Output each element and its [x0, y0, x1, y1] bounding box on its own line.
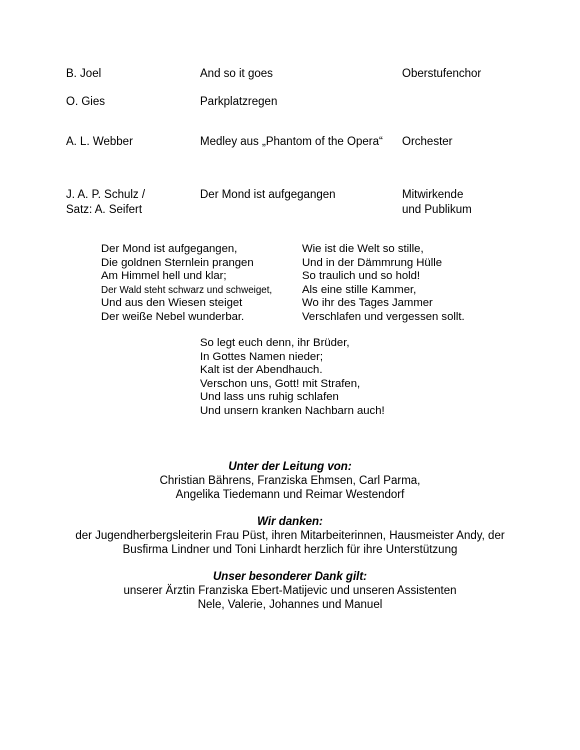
- piece-title: Medley aus „Phantom of the Opera“: [200, 136, 383, 148]
- poem-stanza-3: So legt euch denn, ihr Brüder, In Gottes Namen nieder; Kalt ist der Abendhauch. Verschon uns, Gott! mit Strafen, Und lass uns ruhig schlafen Und unsern kranken Nachbarn auch!: [200, 337, 385, 417]
- piece-title: Parkplatzregen: [200, 96, 278, 108]
- composer: B. Joel: [66, 68, 102, 80]
- credits-heading: Wir danken:: [257, 516, 323, 528]
- piece-title: And so it goes: [200, 68, 273, 80]
- composer: O. Gies: [66, 96, 105, 108]
- composer: A. L. Webber: [66, 136, 133, 148]
- performers: Oberstufenchor: [402, 68, 482, 80]
- performers: Mitwirkende und Publikum: [402, 189, 472, 216]
- credits-heading: Unser besonderer Dank gilt:: [212, 571, 367, 583]
- credits-dank: Unser besonderer Dank gilt: unserer Ärztin Franziska Ebert-Matijevic und unseren Assistenten Nele, Valerie, Johannes und Manuel: [0, 570, 580, 612]
- credits-heading: Unter der Leitung von:: [228, 461, 352, 473]
- composer: J. A. P. Schulz / Satz: A. Seifert: [66, 189, 146, 216]
- credits-danken: Wir danken: der Jugendherbergsleiterin Frau Püst, ihren Mitarbeiterinnen, Hausmeister Andy, der Busfirma Lindner und Toni Linhardt herzlich für ihre Unterstützung: [0, 515, 580, 557]
- piece-title: Der Mond ist aufgegangen: [200, 189, 336, 201]
- performers: Orchester: [402, 136, 453, 148]
- poem-stanza-1: Der Mond ist aufgegangen, Die goldnen Sternlein prangen Am Himmel hell und klar; Der Wald steht schwarz und schweiget, Und aus den Wiesen steiget Der weiße Nebel wunderbar.: [101, 243, 273, 323]
- credits-leitung: Unter der Leitung von: Christian Bährens, Franziska Ehmsen, Carl Parma, Angelika Tiedemann und Reimar Westendorf: [0, 460, 580, 502]
- poem-stanza-2: Wie ist die Welt so stille, Und in der Dämmrung Hülle So traulich und so hold! Als eine stille Kammer, Wo ihr des Tages Jammer Verschlafen und vergessen sollt.: [302, 243, 465, 323]
